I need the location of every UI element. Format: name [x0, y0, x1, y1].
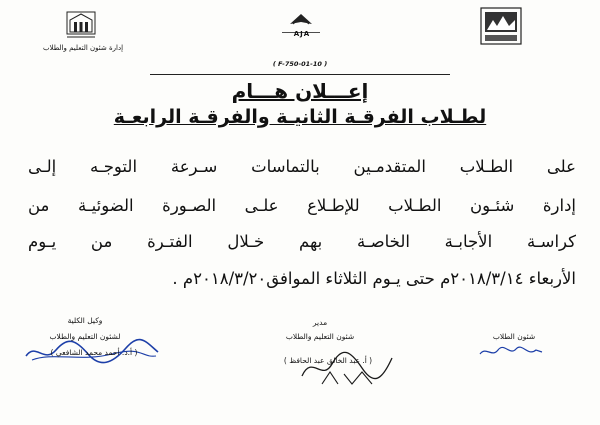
department-name: إدارة شئون التعليم والطلاب	[42, 44, 124, 52]
form-code: ( F-750-01-10 )	[272, 60, 328, 68]
handwritten-signature-icon	[292, 346, 402, 388]
signature-title-vice-dean: وكيل الكلية	[67, 316, 103, 325]
university-logo-icon	[64, 8, 98, 40]
institute-logo-icon	[278, 12, 324, 46]
institute-logo-text: AJA	[293, 30, 311, 38]
signature-title-education-affairs: شئون التعليم والطلاب	[285, 332, 355, 341]
signature-title-student-affairs: شئون الطلاب	[492, 332, 536, 341]
signature-title-education-affairs: لشئون التعليم والطلاب	[49, 332, 121, 341]
signature-title-director: مدير	[312, 318, 328, 327]
body-line: إدارة شئـون الطـلاب للإطـلاع علـى الصـورة الضوئيـة من	[28, 196, 576, 215]
body-line: على الطـلاب المتقدمـين بالتماسات سـرعة التوجـه إلـى	[28, 157, 576, 176]
announcement-title: إعـــلان هـــام	[231, 79, 369, 103]
handwritten-signature-icon	[476, 344, 546, 360]
body-line: الأربعاء ٢٠١٨/٣/١٤م حتى يـوم الثلاثاء الموافق٢٠١٨/٣/٢٠م .	[172, 269, 576, 288]
header-divider	[150, 74, 450, 75]
announcement-subtitle: لطـلاب الفرقـة الثانيـة والفرقـة الرابعـة	[113, 106, 487, 128]
signature-name-vice-dean: ( أ.د. أحمد محمد الشافعي )	[50, 348, 138, 357]
signature-name-director: ( أ. عبد الخالق عبد الحافظ )	[283, 356, 373, 365]
emblem-logo-icon	[479, 6, 523, 46]
body-line: كراسـة الأجابـة الخاصـة بهم خـلال الفتـرة من يـوم	[28, 232, 576, 251]
